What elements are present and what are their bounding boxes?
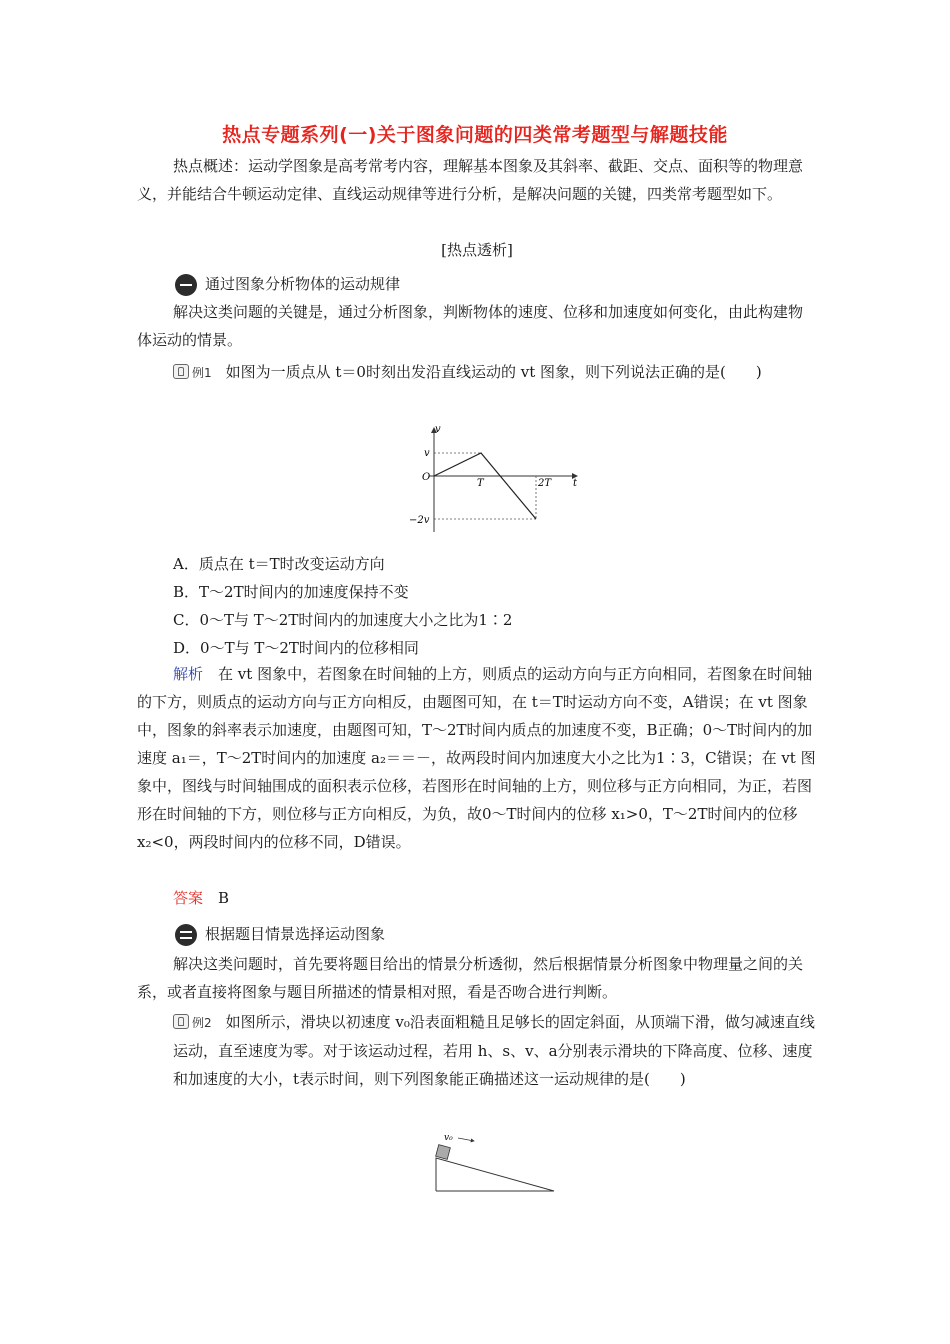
option-b: B．T～2T时间内的加速度保持不变: [173, 583, 409, 601]
answer-label: 答案: [173, 889, 204, 907]
option-d: D．0～T与 T～2T时间内的位移相同: [173, 639, 419, 657]
velocity-arrow: [458, 1138, 474, 1141]
part2-heading-text: 根据题目情景选择运动图象: [205, 925, 386, 943]
example2-question: 如图所示，滑块以初速度 v₀沿表面粗糙且足够长的固定斜面，从顶端下滑，做匀减速直线运动，直至速度为零。对于该运动过程，若用 h、s、v、a分别表示滑块的下降高度、位移、速度和加速度的大小，t表示时间，则下列图象能正确描述这一运动规律的是( ): [173, 1013, 815, 1088]
example1-options: [173, 550, 853, 662]
section-label: [热点透析]: [441, 241, 513, 259]
example2-tag: 例2: [173, 1009, 212, 1037]
incline-triangle: [436, 1158, 554, 1191]
example1-answer: [173, 884, 853, 912]
v-axis-label: v: [435, 424, 441, 435]
T-tick-label: T: [477, 478, 484, 489]
hand-pointer-icon: [173, 364, 189, 379]
vt-graph: [405, 422, 590, 537]
part1-heading: [175, 270, 855, 298]
part2-intro: 解决这类问题时，首先要将题目给出的情景分析透彻，然后根据情景分析图象中物理量之间的关系，或者直接将图象与题目所描述的情景相对照，看是否吻合进行判断。: [137, 955, 804, 1001]
answer-value: B: [218, 889, 230, 907]
section-two-badge-icon: [175, 924, 197, 946]
v0-label: v₀: [444, 1133, 453, 1143]
example2-question-line: [173, 1008, 817, 1093]
analysis-label: 解析: [173, 665, 204, 683]
2T-tick-label: 2T: [538, 478, 552, 489]
analysis-text: 在 vt 图象中，若图象在时间轴的上方，则质点的运动方向与正方向相同，若图象在时间轴的下方，则质点的运动方向与正方向相反，由题图可知，在 t＝T时运动方向不变，A错误；在 vt 图象中，图象的斜率表示加速度，由题图可知，T～2T时间内质点的加速度不变，B正确；0～T时间内的加速度 a₁＝，T～2T时间内的加速度 a₂＝＝－，故两段时间内加速度大小之比为1∶3，C错误；在 vt 图象中，图线与时间轴围成的面积表示位移，若图形在时间轴的上方，则位移与正方向相同，为正，若图形在时间轴的下方，则位移与正方向相反，为负，故0～T时间内的位移 x₁>0，T～2T时间内的位移 x₂<0，两段时间内的位移不同，D错误。: [137, 665, 816, 851]
hand-pointer-icon: [173, 1014, 189, 1029]
slider-block: [436, 1145, 451, 1160]
example1-tag: 例1: [173, 359, 212, 387]
part2-heading: [175, 920, 855, 948]
example1-analysis: [137, 660, 817, 856]
vt-curve: [434, 453, 536, 519]
neg2v-tick-label: −2v: [409, 515, 430, 526]
v-tick-label: v: [424, 448, 430, 459]
part1-intro: 解决这类问题的关键是，通过分析图象，判断物体的速度、位移和加速度如何变化，由此构建物体运动的情景。: [137, 303, 804, 349]
section-one-badge-icon: [175, 274, 197, 296]
option-c: C．0～T与 T～2T时间内的加速度大小之比为1∶2: [173, 611, 513, 629]
t-axis-label: t: [573, 478, 578, 489]
example1-question-line: [173, 358, 817, 387]
example1-question: 如图为一质点从 t＝0时刻出发沿直线运动的 vt 图象，则下列说法正确的是( ): [225, 363, 762, 381]
option-a: A．质点在 t＝T时改变运动方向: [173, 555, 385, 573]
part1-heading-text: 通过图象分析物体的运动规律: [205, 275, 401, 293]
overview-paragraph: 热点概述：运动学图象是高考常考内容，理解基本图象及其斜率、截距、交点、面积等的物理意义，并能结合牛顿运动定律、直线运动规律等进行分析，是解决问题的关键，四类常考题型如下。: [137, 157, 804, 203]
origin-label: O: [422, 472, 431, 483]
page-title: 热点专题系列(一)关于图象问题的四类常考题型与解题技能: [222, 124, 728, 146]
incline-figure: [430, 1126, 560, 1196]
